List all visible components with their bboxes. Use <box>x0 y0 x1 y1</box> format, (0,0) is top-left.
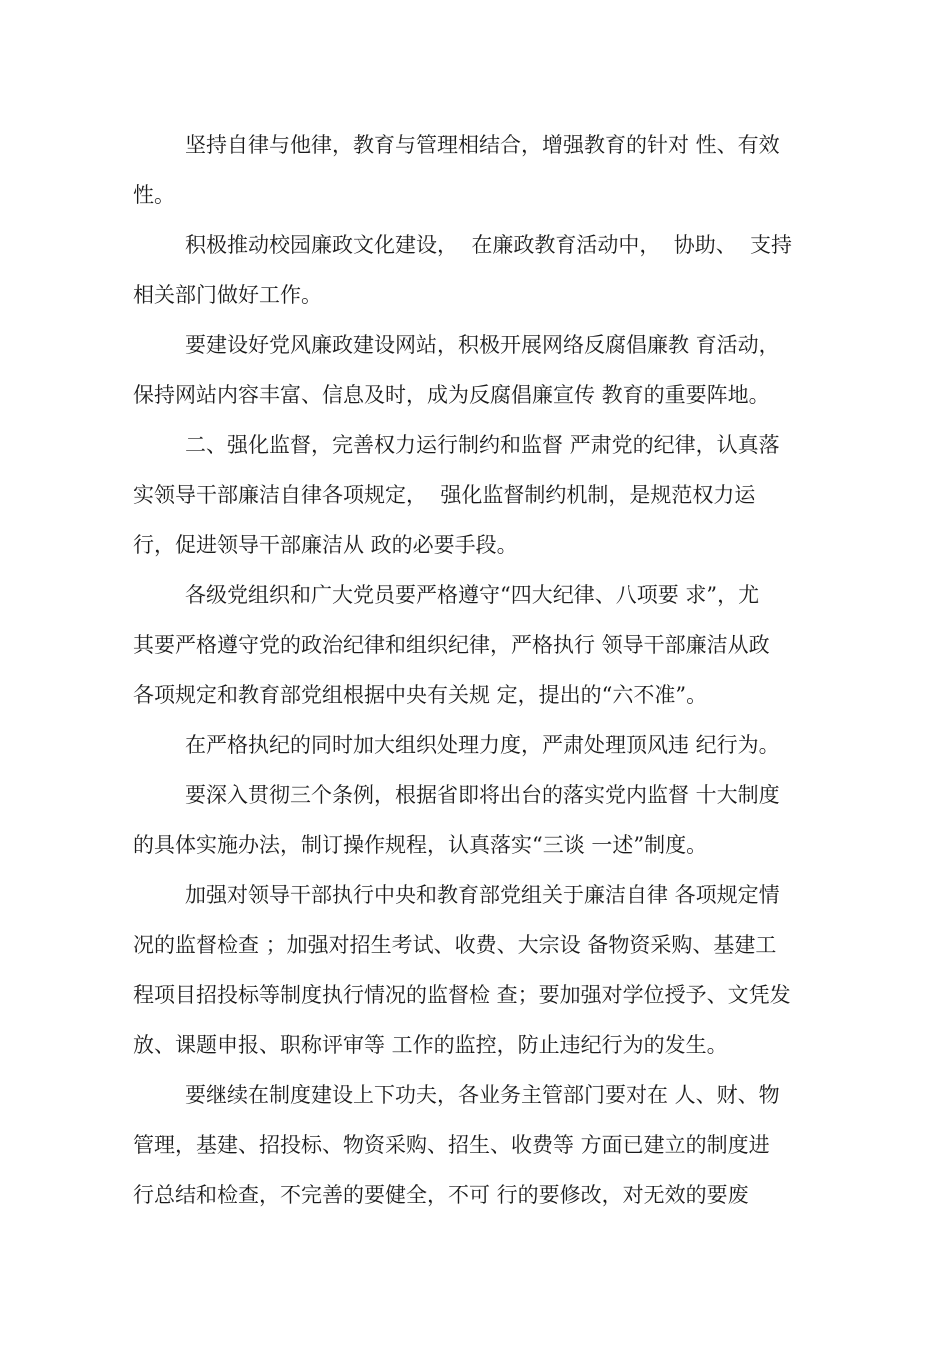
paragraph-line: 加强对领导干部执行中央和教育部党组关于廉洁自律 各项规定情 <box>185 883 780 907</box>
paragraph-line: 性。 <box>133 183 175 207</box>
paragraph-line: 管理，基建、招投标、物资采购、招生、收费等 方面已建立的制度进 <box>133 1133 770 1157</box>
paragraph-line: 各项规定和教育部党组根据中央有关规 定，提出的“六不准”。 <box>133 683 708 707</box>
paragraph-line: 要深入贯彻三个条例，根据省即将出台的落实党内监督 十大制度 <box>185 783 780 807</box>
paragraph-line: 要建设好党风廉政建设网站，积极开展网络反腐倡廉教 育活动， <box>185 333 780 357</box>
paragraph-line: 在严格执纪的同时加大组织处理力度，严肃处理顶风违 纪行为。 <box>185 733 780 757</box>
paragraph-line: 积极推动校园廉政文化建设， 在廉政教育活动中， 协助、 支持 <box>185 233 793 257</box>
paragraph-line: 况的监督检查 ；加强对招生考试、收费、大宗设 备物资采购、基建工 <box>133 933 777 957</box>
document-body <box>133 120 823 1220</box>
paragraph-line: 二、强化监督，完善权力运行制约和监督 严肃党的纪律，认真落 <box>185 433 780 457</box>
paragraph-line: 相关部门做好工作。 <box>133 283 322 307</box>
paragraph-line: 实领导干部廉洁自律各项规定， 强化监督制约机制，是规范权力运 <box>133 483 756 507</box>
paragraph-line: 行总结和检查，不完善的要健全，不可 行的要修改，对无效的要废 <box>133 1183 749 1207</box>
paragraph-line: 各级党组织和广大党员要严格遵守“四大纪律、八项要 求”，尤 <box>185 583 760 607</box>
paragraph-line: 保持网站内容丰富、信息及时，成为反腐倡廉宣传 教育的重要阵地。 <box>133 383 770 407</box>
paragraph-line: 坚持自律与他律，教育与管理相结合，增强教育的针对 性、有效 <box>185 133 780 157</box>
paragraph-line: 程项目招投标等制度执行情况的监督检 查；要加强对学位授予、文凭发 <box>133 983 791 1007</box>
paragraph-line: 其要严格遵守党的政治纪律和组织纪律，严格执行 领导干部廉洁从政 <box>133 633 770 657</box>
paragraph-line: 行，促进领导干部廉洁从 政的必要手段。 <box>133 533 518 557</box>
paragraph-line: 放、课题申报、职称评审等 工作的监控，防止违纪行为的发生。 <box>133 1033 728 1057</box>
paragraph-line: 的具体实施办法，制订操作规程，认真落实“三谈 一述”制度。 <box>133 833 708 857</box>
paragraph-line: 要继续在制度建设上下功夫，各业务主管部门要对在 人、财、物 <box>185 1083 780 1107</box>
